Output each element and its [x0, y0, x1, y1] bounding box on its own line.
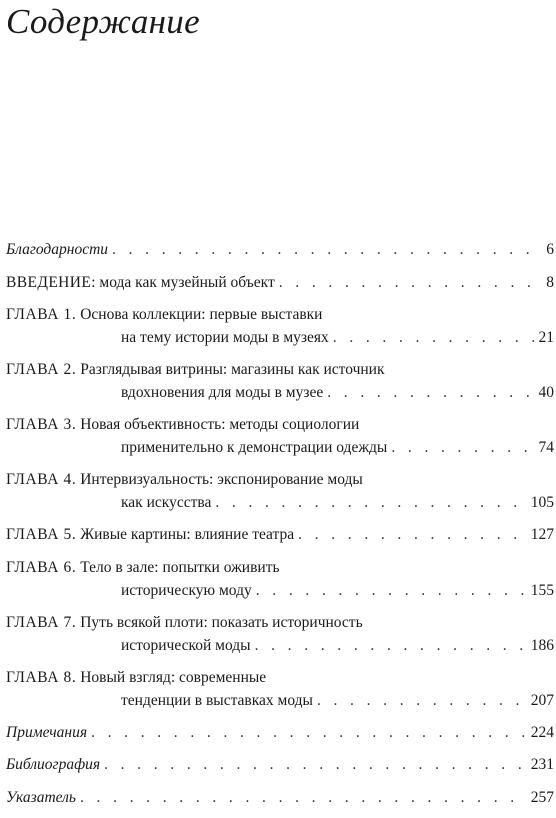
toc-page-number: 105 [530, 494, 554, 511]
chapter-prefix: ГЛАВА 6. [6, 558, 77, 576]
toc-page-number: 40 [538, 384, 554, 401]
toc-page-number: 6 [546, 241, 554, 258]
toc-entry-index[interactable] [6, 786, 554, 809]
chapter-title-line-1: Новая объективность: методы социологии [80, 416, 360, 433]
chapter-prefix: ГЛАВА 3. [6, 416, 77, 433]
chapter-title-line-2: вдохновения для моды в музее [121, 384, 324, 401]
toc-leader-dots [80, 786, 527, 809]
toc-entry-label: Благодарности [6, 241, 109, 258]
toc-entry-label [6, 303, 322, 326]
chapter-prefix: ГЛАВА 2. [6, 361, 77, 378]
toc-page-number: 186 [530, 636, 554, 654]
toc-entry-chapter-3[interactable] [6, 413, 554, 459]
toc-entry-label [6, 611, 363, 634]
toc-entry-label: Примечания [6, 723, 88, 741]
page-title: Содержание [6, 2, 200, 41]
chapter-title-line-2: на тему истории моды в музеях [121, 329, 329, 346]
toc-page-number: 224 [530, 723, 554, 741]
chapter-prefix: ГЛАВА 4. [6, 471, 77, 488]
toc-leader-dots [327, 381, 534, 404]
toc-entry-notes[interactable] [6, 721, 554, 744]
toc-entry-label: Указатель [6, 788, 76, 806]
toc-page-number: 231 [530, 756, 554, 773]
chapter-title-line-2: применительно к демонстрации одежды [121, 439, 388, 456]
chapter-title-line-1: Тело в зале: попытки оживить [80, 558, 280, 576]
toc-page-number: 74 [538, 439, 554, 456]
toc-entry-chapter-8[interactable] [6, 666, 554, 712]
toc-leader-dots [333, 326, 535, 349]
toc-page-number: 8 [546, 273, 554, 291]
toc-entry-chapter-1[interactable] [6, 303, 554, 349]
toc-entry-chapter-5[interactable] [6, 523, 554, 546]
toc-page-number: 127 [530, 526, 554, 543]
chapter-title-line-2: тенденции в выставках моды [121, 691, 313, 709]
toc-entry-label [6, 556, 280, 579]
chapter-prefix: ГЛАВА 1. [6, 306, 77, 323]
toc-entry-label [6, 666, 266, 689]
chapter-prefix: ГЛАВА 5. [6, 526, 77, 543]
toc-page-number: 207 [530, 691, 554, 709]
toc-entry-label [6, 413, 359, 436]
toc-leader-dots [255, 634, 527, 657]
toc-entry-acknowledgements[interactable] [6, 238, 554, 261]
chapter-title-line-2: историческую моду [121, 581, 252, 599]
toc-leader-dots [317, 689, 527, 712]
chapter-title-line-1: Основа коллекции: первые выставки [80, 306, 323, 323]
toc-page-number: 155 [530, 581, 554, 599]
toc-leader-dots [104, 753, 527, 776]
toc-entry-label [6, 468, 363, 491]
toc-entry-chapter-2[interactable] [6, 358, 554, 404]
toc-entry-bibliography[interactable] [6, 753, 554, 776]
chapter-title-line-2: исторической моды [121, 636, 251, 654]
toc-leader-dots [215, 491, 526, 514]
chapter-title-line-1: Путь всякой плоти: показать историчность [80, 613, 363, 631]
chapter-prefix: ГЛАВА 7. [6, 613, 77, 631]
chapter-title-line-1: Интервизуальность: экспонирование моды [80, 471, 363, 488]
toc-leader-dots [298, 523, 527, 546]
toc-leader-dots [112, 238, 542, 261]
chapter-title-line-1: Новый взгляд: современные [80, 668, 267, 686]
toc-entry-label [6, 523, 294, 546]
toc-entry-chapter-4[interactable] [6, 468, 554, 514]
chapter-prefix: ГЛАВА 8. [6, 668, 77, 686]
toc-entry-label: Библиография [6, 756, 101, 773]
toc-entry-label [6, 358, 385, 381]
chapter-title-line-2: как искусства [121, 494, 212, 511]
toc-entry-introduction[interactable] [6, 271, 554, 294]
toc-page-number: 21 [538, 329, 554, 346]
toc-entry-chapter-7[interactable] [6, 611, 554, 657]
chapter-title-line-1: Разглядывая витрины: магазины как источник [80, 361, 385, 378]
toc-entry-label-caps: ВВЕДЕНИЕ [6, 273, 92, 291]
toc-page-number: 257 [530, 788, 554, 806]
toc-leader-dots [279, 271, 543, 294]
chapter-title-line-1: Живые картины: влияние театра [80, 526, 295, 543]
toc-leader-dots [391, 436, 534, 459]
toc-entry-label-rest: : мода как музейный объект [91, 273, 275, 291]
toc-entry-label [6, 271, 275, 294]
toc-leader-dots [256, 579, 527, 602]
toc-entry-chapter-6[interactable] [6, 556, 554, 602]
toc-leader-dots [91, 721, 527, 744]
table-of-contents [6, 238, 554, 818]
